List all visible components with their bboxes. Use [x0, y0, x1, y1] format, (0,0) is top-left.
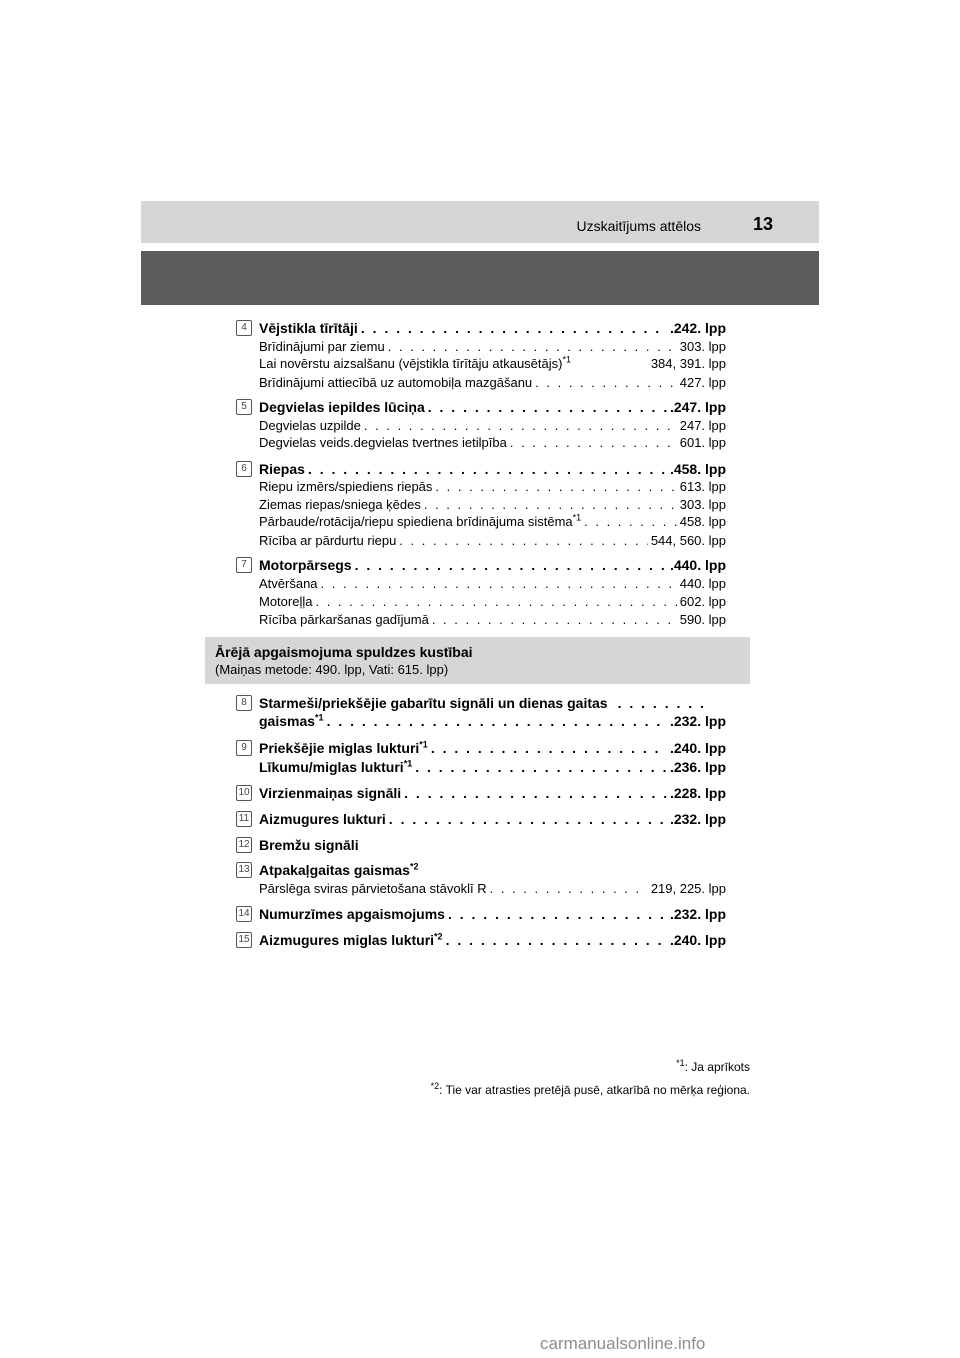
entry-sub-row: Motoreļļa . . . 602. lpp: [259, 594, 726, 609]
callout-number: 10: [236, 785, 252, 801]
entry-main-row: Virzienmaiņas signāli . . . .228. lpp: [259, 785, 726, 801]
entry-main-row: Numurzīmes apgaismojums . . . .232. lpp: [259, 906, 726, 922]
entry-main-row: Starmeši/priekšējie gabarītu signāli un dienas gaitas . . . . . . . .: [259, 695, 706, 711]
entry-sub-row: Degvielas uzpilde . . . 247. lpp: [259, 418, 726, 433]
entry-sub-row: Ziemas riepas/sniega ķēdes . . . 303. lpp: [259, 497, 726, 512]
page-ref: .232. lpp: [669, 713, 726, 729]
entry-main-row: Aizmugures miglas lukturi$^{*2}$ . . . .240. lpp: [259, 932, 726, 948]
page-ref: .240. lpp: [669, 740, 726, 756]
entry-main-row: Aizmugures lukturi . . . .232. lpp: [259, 811, 726, 827]
page-ref: .458. lpp: [669, 461, 726, 477]
entry-main-row: Degvielas iepildes lūciņa . . . .247. lpp: [259, 399, 726, 415]
callout-number: 9: [236, 740, 252, 756]
entry-sub-row: Rīcība pārkaršanas gadījumā . . . 590. lpp: [259, 612, 726, 627]
section-title: Ārējā apgaismojuma spuldzes kustībai: [215, 644, 473, 660]
page-ref: .247. lpp: [669, 399, 726, 415]
footnote-1: $^{*1}$: Ja aprīkots: [676, 1058, 750, 1074]
section-subtitle: (Maiņas metode: 490. lpp, Vati: 615. lpp): [215, 662, 449, 677]
callout-number: 6: [236, 461, 252, 477]
callout-number: 8: [236, 695, 252, 711]
entry-main-row: Priekšējie miglas lukturi$^{*1}$ . . . .240. lpp: [259, 740, 726, 756]
entry-main-row: Motorpārsegs . . . .440. lpp: [259, 557, 726, 573]
entry-main-row: Riepas . . . .458. lpp: [259, 461, 726, 477]
callout-number: 12: [236, 837, 252, 853]
page-title: Uzskaitījums attēlos: [576, 218, 701, 234]
section-heading-box: [205, 637, 750, 684]
page-ref: .236. lpp: [669, 759, 726, 775]
watermark: carmanualsonline.info: [540, 1334, 706, 1353]
page-ref: .240. lpp: [669, 932, 726, 948]
footnote-2: $^{*2}$: Tie var atrasties pretējā pusē, atkarībā no mērķa reģiona.: [430, 1081, 750, 1097]
callout-number: 4: [236, 320, 252, 336]
entry-main-row: Bremžu signāli: [259, 837, 359, 853]
illustration-band: [141, 251, 819, 305]
entry-sub-row: Riepu izmērs/spiediens riepās . . . 613. lpp: [259, 479, 726, 494]
page-ref: .242. lpp: [669, 320, 726, 336]
entry-sub-row: Lai novērstu aizsalšanu (vējstikla tīrītāju atkausētājs)$^{*1}$ 384, 391. lpp: [259, 356, 726, 371]
page-ref: .440. lpp: [669, 557, 726, 573]
callout-number: 14: [236, 906, 252, 922]
callout-number: 5: [236, 399, 252, 415]
entry-main-row: Vējstikla tīrītāji . . . .242. lpp: [259, 320, 726, 336]
entry-sub-row: Pārslēga sviras pārvietošana stāvoklī R . . . 219, 225. lpp: [259, 881, 726, 896]
entry-sub-row: Atvēršana . . . 440. lpp: [259, 576, 726, 591]
callout-number: 13: [236, 862, 252, 878]
page-header: [141, 201, 819, 243]
entry-main-row: Atpakaļgaitas gaismas$^{*2}$: [259, 862, 419, 878]
entry-sub-row: Brīdinājumi par ziemu . . . 303. lpp: [259, 339, 726, 354]
page-ref: .232. lpp: [669, 811, 726, 827]
entry-sub-row: Brīdinājumi attiecībā uz automobiļa mazgāšanu . . . 427. lpp: [259, 375, 726, 390]
entry-sub-row: Rīcība ar pārdurtu riepu . . . 544, 560. lpp: [259, 533, 726, 548]
callout-number: 11: [236, 811, 252, 827]
entry-sub-row: Degvielas veids.degvielas tvertnes ietilpība . . . 601. lpp: [259, 435, 726, 450]
page-number: 13: [752, 214, 773, 234]
entry-main-row: Līkumu/miglas lukturi$^{*1}$ . . . .236. lpp: [259, 759, 726, 775]
page-ref: .228. lpp: [669, 785, 726, 801]
entry-sub-row: Pārbaude/rotācija/riepu spiediena brīdinājuma sistēma$^{*1}$ . . . 458. lpp: [259, 514, 726, 529]
entry-main-row: gaismas$^{*1}$ . . . .232. lpp: [259, 713, 726, 729]
callout-number: 7: [236, 557, 252, 573]
page-ref: .232. lpp: [669, 906, 726, 922]
callout-number: 15: [236, 932, 252, 948]
